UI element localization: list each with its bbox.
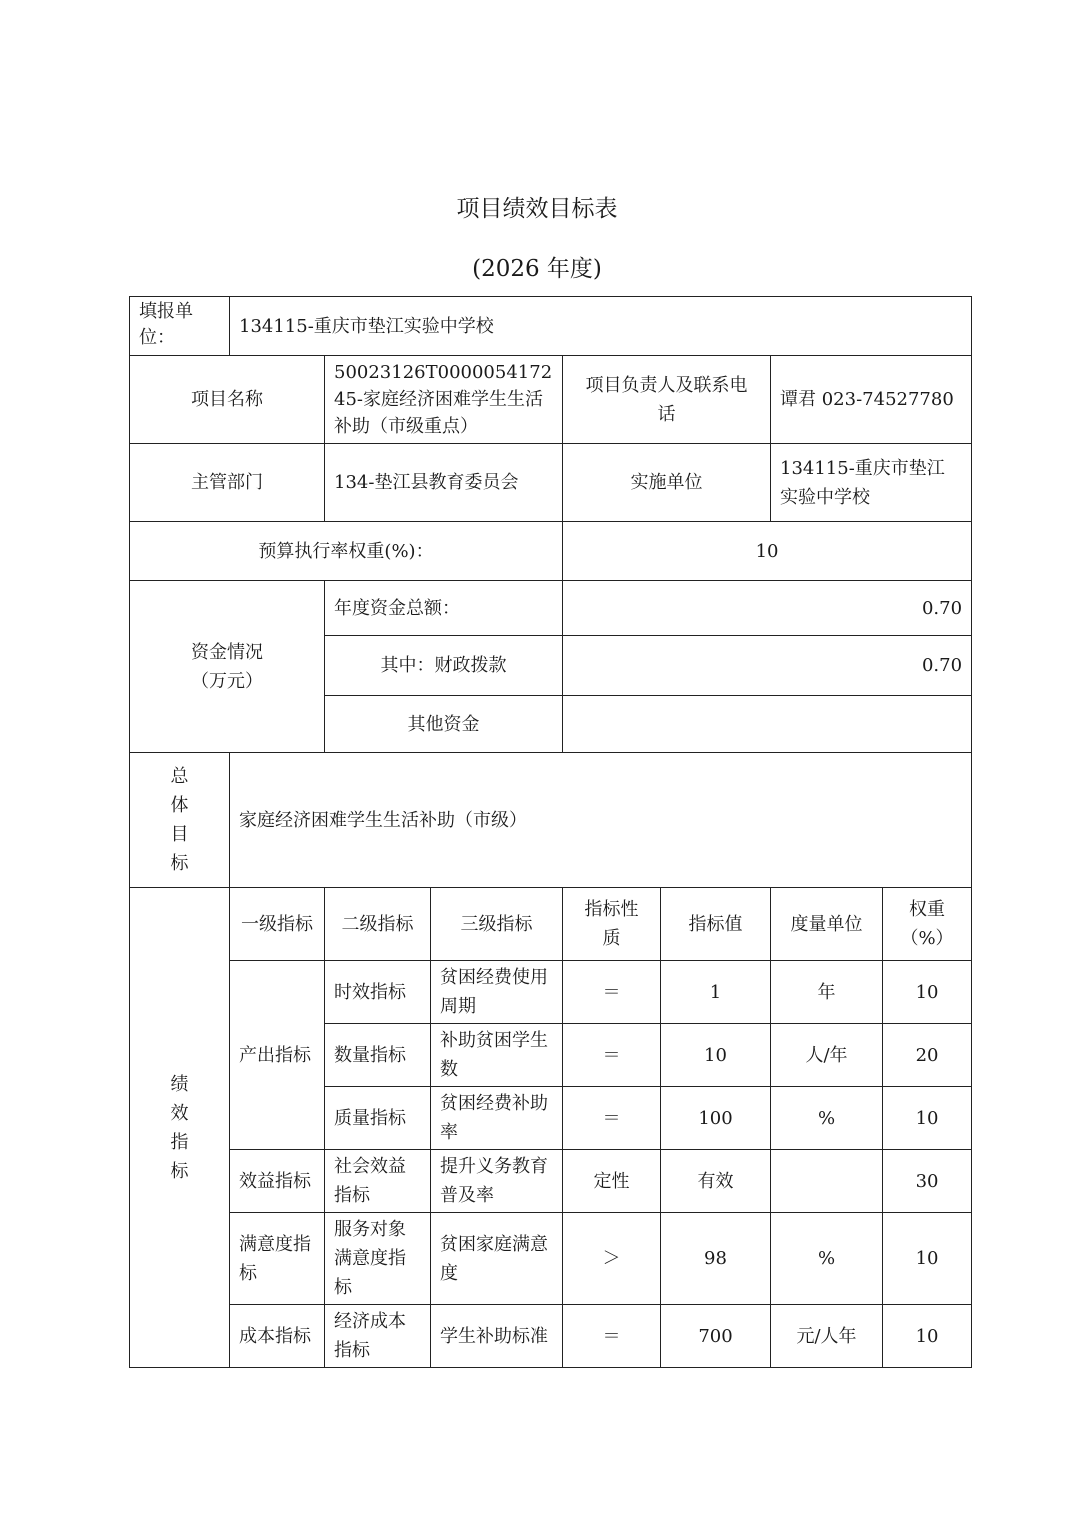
row-l3: 提升义务教育普及率 <box>431 1150 563 1213</box>
group-benefit: 效益指标 <box>230 1150 325 1213</box>
group-cost: 成本指标 <box>230 1305 325 1368</box>
header-nature: 指标性质 <box>563 888 661 961</box>
row-l3: 贫困家庭满意度 <box>431 1213 563 1305</box>
project-leader-label: 项目负责人及联系电话 <box>563 356 771 444</box>
row-weight: 30 <box>883 1150 972 1213</box>
impl-unit-label: 实施单位 <box>563 444 771 522</box>
group-output: 产出指标 <box>230 961 325 1150</box>
row-unit <box>771 1150 883 1213</box>
project-name-value: 50023126T000005417245-家庭经济困难学生生活补助（市级重点） <box>325 356 563 444</box>
row-nature: ＝ <box>563 961 661 1024</box>
project-name-label: 项目名称 <box>130 356 325 444</box>
dept-value: 134-垫江县教育委员会 <box>325 444 563 522</box>
funds-other-label: 其他资金 <box>325 696 563 753</box>
row-l2: 经济成本指标 <box>325 1305 431 1368</box>
budget-weight-value: 10 <box>563 522 972 581</box>
row-value: 有效 <box>661 1150 771 1213</box>
header-level2: 二级指标 <box>325 888 431 961</box>
row-l2: 社会效益指标 <box>325 1150 431 1213</box>
row-weight: 10 <box>883 1087 972 1150</box>
funds-label: 资金情况（万元） <box>130 581 325 753</box>
row-weight: 20 <box>883 1024 972 1087</box>
row-unit: 年 <box>771 961 883 1024</box>
funds-total-value: 0.70 <box>563 581 972 636</box>
header-unit: 度量单位 <box>771 888 883 961</box>
goal-value: 家庭经济困难学生生活补助（市级） <box>230 753 972 888</box>
unit-value: 134115-重庆市垫江实验中学校 <box>230 297 972 356</box>
goal-label: 总体目标 <box>130 753 230 888</box>
header-weight: 权重（%） <box>883 888 972 961</box>
row-nature: ＞ <box>563 1213 661 1305</box>
row-value: 10 <box>661 1024 771 1087</box>
table-row <box>130 1213 972 1305</box>
row-unit: % <box>771 1087 883 1150</box>
funds-total-label: 年度资金总额： <box>325 581 563 636</box>
header-level1: 一级指标 <box>230 888 325 961</box>
row-unit: 元/人年 <box>771 1305 883 1368</box>
dept-label: 主管部门 <box>130 444 325 522</box>
row-weight: 10 <box>883 1305 972 1368</box>
funds-fiscal-label: 其中：财政拨款 <box>325 636 563 696</box>
row-weight: 10 <box>883 1213 972 1305</box>
funds-fiscal-value: 0.70 <box>563 636 972 696</box>
row-l2: 数量指标 <box>325 1024 431 1087</box>
budget-weight-label: 预算执行率权重(%)： <box>130 522 563 581</box>
table-row <box>130 961 972 1024</box>
row-unit: % <box>771 1213 883 1305</box>
row-nature: 定性 <box>563 1150 661 1213</box>
row-value: 700 <box>661 1305 771 1368</box>
row-value: 98 <box>661 1213 771 1305</box>
header-value: 指标值 <box>661 888 771 961</box>
row-l2: 服务对象满意度指标 <box>325 1213 431 1305</box>
project-leader-value: 谭君 023-74527780 <box>771 356 972 444</box>
row-nature: ＝ <box>563 1305 661 1368</box>
row-value: 100 <box>661 1087 771 1150</box>
row-value: 1 <box>661 961 771 1024</box>
row-l2: 质量指标 <box>325 1087 431 1150</box>
row-l2: 时效指标 <box>325 961 431 1024</box>
table-row <box>130 1305 972 1368</box>
header-level3: 三级指标 <box>431 888 563 961</box>
row-l3: 贫困经费补助率 <box>431 1087 563 1150</box>
page-title: 项目绩效目标表 <box>456 196 618 222</box>
group-satisfaction: 满意度指标 <box>230 1213 325 1305</box>
row-nature: ＝ <box>563 1087 661 1150</box>
row-nature: ＝ <box>563 1024 661 1087</box>
table-row <box>130 1150 972 1213</box>
unit-label: 填报单位： <box>130 297 230 356</box>
page-subtitle: (2026 年度) <box>472 256 602 282</box>
row-l3: 贫困经费使用周期 <box>431 961 563 1024</box>
impl-unit-value: 134115-重庆市垫江实验中学校 <box>771 444 972 522</box>
row-l3: 补助贫困学生数 <box>431 1024 563 1087</box>
row-l3: 学生补助标准 <box>431 1305 563 1368</box>
performance-target-table <box>129 296 972 1368</box>
row-unit: 人/年 <box>771 1024 883 1087</box>
indicators-label: 绩效指标 <box>130 888 230 1368</box>
row-weight: 10 <box>883 961 972 1024</box>
funds-other-value <box>563 696 972 753</box>
